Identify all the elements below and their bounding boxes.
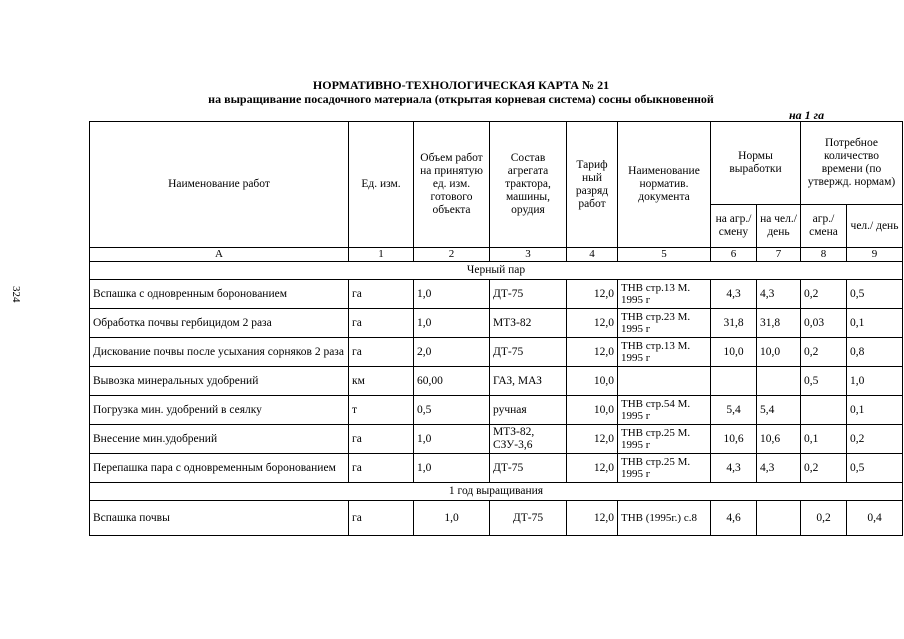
- norm-man-cell: 31,8: [757, 309, 801, 338]
- norm-man-cell: [757, 367, 801, 396]
- unit-cell: км: [349, 367, 414, 396]
- norm-agr-cell: 5,4: [711, 396, 757, 425]
- table-row: [90, 425, 903, 454]
- column-number: 5: [618, 248, 711, 262]
- norm-man-cell: 10,6: [757, 425, 801, 454]
- norm-man-cell: [757, 501, 801, 536]
- time-man-cell: 0,5: [847, 454, 903, 483]
- work-name-cell: Вспашка с одновренным боронованием: [90, 280, 349, 309]
- table-row: [90, 454, 903, 483]
- norm-man-cell: 5,4: [757, 396, 801, 425]
- unit-cell: га: [349, 309, 414, 338]
- time-agr-cell: 0,2: [801, 280, 847, 309]
- unit-cell: га: [349, 338, 414, 367]
- aggregate-cell: ГАЗ, МАЗ: [490, 367, 567, 396]
- time-man-cell: 0,1: [847, 309, 903, 338]
- work-name-cell: Погрузка мин. удобрений в сеялку: [90, 396, 349, 425]
- tariff-cell: 12,0: [567, 309, 618, 338]
- unit-cell: га: [349, 280, 414, 309]
- time-agr-cell: 0,5: [801, 367, 847, 396]
- header-time-agr: агр./ смена: [801, 205, 847, 248]
- table-row: [90, 338, 903, 367]
- unit-cell: га: [349, 454, 414, 483]
- volume-cell: 1,0: [414, 309, 490, 338]
- norm-agr-cell: 4,6: [711, 501, 757, 536]
- time-agr-cell: 0,2: [801, 338, 847, 367]
- time-agr-cell: 0,1: [801, 425, 847, 454]
- column-number: 7: [757, 248, 801, 262]
- table-row: [90, 309, 903, 338]
- norm-man-cell: 4,3: [757, 454, 801, 483]
- section-row: [90, 262, 903, 280]
- volume-cell: 0,5: [414, 396, 490, 425]
- volume-cell: 1,0: [414, 501, 490, 536]
- norm-agr-cell: 31,8: [711, 309, 757, 338]
- aggregate-cell: ручная: [490, 396, 567, 425]
- volume-cell: 1,0: [414, 454, 490, 483]
- doc-cell: [618, 367, 711, 396]
- time-man-cell: 0,5: [847, 280, 903, 309]
- section-row: [90, 483, 903, 501]
- volume-cell: 1,0: [414, 425, 490, 454]
- unit-cell: т: [349, 396, 414, 425]
- section-title: 1 год выращивания: [90, 483, 903, 501]
- norm-man-cell: 10,0: [757, 338, 801, 367]
- norm-man-cell: 4,3: [757, 280, 801, 309]
- aggregate-cell: МТЗ-82: [490, 309, 567, 338]
- time-man-cell: 0,2: [847, 425, 903, 454]
- aggregate-cell: ДТ-75: [490, 280, 567, 309]
- work-name-cell: Обработка почвы гербицидом 2 раза: [90, 309, 349, 338]
- header-work-name: Наименование работ: [90, 122, 349, 248]
- unit-cell: га: [349, 425, 414, 454]
- header-tariff: Тариф ный разряд работ: [567, 122, 618, 248]
- header-norms: Нормы выработки: [711, 122, 801, 205]
- aggregate-cell: ДТ-75: [490, 338, 567, 367]
- aggregate-cell: МТЗ-82, СЗУ-3,6: [490, 425, 567, 454]
- column-number: 3: [490, 248, 567, 262]
- column-number: 9: [847, 248, 903, 262]
- header-volume: Объем работ на принятую ед. изм. готового объекта: [414, 122, 490, 248]
- norm-agr-cell: 4,3: [711, 280, 757, 309]
- work-name-cell: Перепашка пара с одновременным боронованием: [90, 454, 349, 483]
- header-norms-agr: на агр./ смену: [711, 205, 757, 248]
- work-name-cell: Внесение мин.удобрений: [90, 425, 349, 454]
- volume-cell: 1,0: [414, 280, 490, 309]
- tariff-cell: 10,0: [567, 396, 618, 425]
- column-number: 8: [801, 248, 847, 262]
- tariff-cell: 12,0: [567, 338, 618, 367]
- time-agr-cell: 0,03: [801, 309, 847, 338]
- work-name-cell: Вывозка минеральных удобрений: [90, 367, 349, 396]
- table-row: [90, 396, 903, 425]
- work-name-cell: Вспашка почвы: [90, 501, 349, 536]
- norm-agr-cell: 4,3: [711, 454, 757, 483]
- time-agr-cell: 0,2: [801, 454, 847, 483]
- column-number: 2: [414, 248, 490, 262]
- time-man-cell: 0,1: [847, 396, 903, 425]
- time-agr-cell: 0,2: [801, 501, 847, 536]
- header-time-man: чел./ день: [847, 205, 903, 248]
- unit-note: на 1 га: [789, 108, 825, 122]
- volume-cell: 2,0: [414, 338, 490, 367]
- column-number: 6: [711, 248, 757, 262]
- header-norms-man: на чел./ день: [757, 205, 801, 248]
- header-unit: Ед. изм.: [349, 122, 414, 248]
- table-row: [90, 367, 903, 396]
- volume-cell: 60,00: [414, 367, 490, 396]
- column-number: 4: [567, 248, 618, 262]
- doc-cell: ТНВ стр.25 М. 1995 г: [618, 454, 711, 483]
- tariff-cell: 12,0: [567, 501, 618, 536]
- doc-cell: ТНВ стр.54 М. 1995 г: [618, 396, 711, 425]
- section-title: Черный пар: [90, 262, 903, 280]
- norm-agr-cell: 10,0: [711, 338, 757, 367]
- page-number: 324: [10, 286, 22, 303]
- aggregate-cell: ДТ-75: [490, 454, 567, 483]
- doc-cell: ТНВ стр.23 М. 1995 г: [618, 309, 711, 338]
- title-line-2: на выращивание посадочного материала (открытая корневая система) сосны обыкновенной: [208, 92, 714, 106]
- document-title: [90, 78, 832, 106]
- time-man-cell: 0,4: [847, 501, 903, 536]
- doc-cell: ТНВ стр.25 М. 1995 г: [618, 425, 711, 454]
- doc-cell: ТНВ стр.13 М. 1995 г: [618, 338, 711, 367]
- norm-agr-cell: [711, 367, 757, 396]
- table-row: [90, 280, 903, 309]
- doc-cell: ТНВ стр.13 М. 1995 г: [618, 280, 711, 309]
- doc-cell: ТНВ (1995г.) с.8: [618, 501, 711, 536]
- header-time: Потребное количество времени (по утвержд. нормам): [801, 122, 903, 205]
- norm-agr-cell: 10,6: [711, 425, 757, 454]
- tariff-cell: 10,0: [567, 367, 618, 396]
- time-man-cell: 1,0: [847, 367, 903, 396]
- tariff-cell: 12,0: [567, 454, 618, 483]
- column-number: А: [90, 248, 349, 262]
- column-number-row: [90, 248, 903, 262]
- tariff-cell: 12,0: [567, 280, 618, 309]
- header-aggregate: Состав агрегата трактора, машины, орудия: [490, 122, 567, 248]
- tech-card-table: [89, 121, 903, 536]
- time-man-cell: 0,8: [847, 338, 903, 367]
- unit-cell: га: [349, 501, 414, 536]
- column-number: 1: [349, 248, 414, 262]
- title-line-1: НОРМАТИВНО-ТЕХНОЛОГИЧЕСКАЯ КАРТА № 21: [312, 78, 610, 92]
- work-name-cell: Дискование почвы после усыхания сорняков 2 раза: [90, 338, 349, 367]
- table-row: [90, 501, 903, 536]
- time-agr-cell: [801, 396, 847, 425]
- aggregate-cell: ДТ-75: [490, 501, 567, 536]
- header-doc: Наименование норматив. документа: [618, 122, 711, 248]
- tariff-cell: 12,0: [567, 425, 618, 454]
